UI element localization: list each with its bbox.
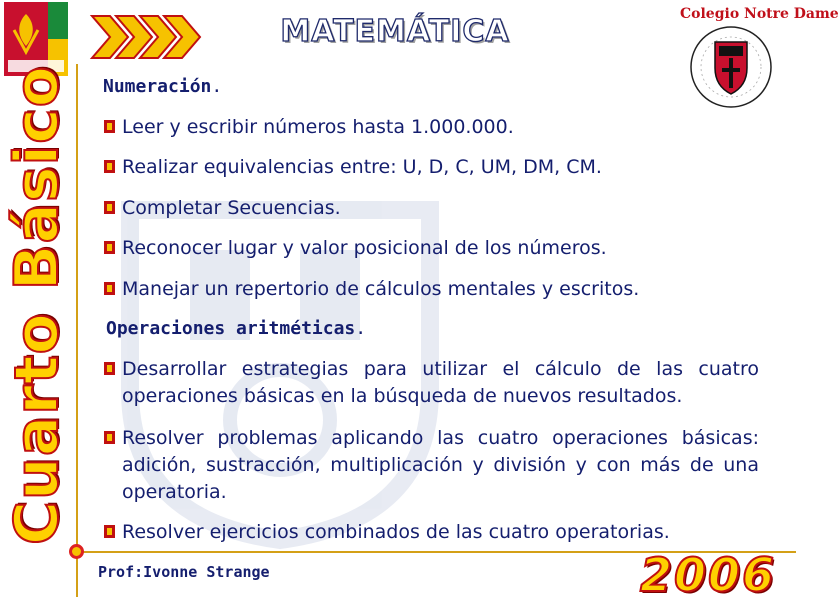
list-item-text: Completar Secuencias. [122, 197, 341, 219]
bullet-icon [104, 525, 115, 538]
bullet-icon [104, 362, 115, 375]
chevrons-arrow-icon [88, 14, 206, 60]
list-item [104, 195, 759, 222]
list-item [104, 519, 759, 546]
list-item-text: Resolver ejercicios combinados de las cuatro operatorias. [122, 521, 670, 543]
section-heading-text: Operaciones aritméticas [106, 318, 356, 339]
section-heading-text: Numeración [103, 76, 212, 97]
list-item-text: Leer y escribir números hasta 1.000.000. [122, 116, 514, 138]
vertical-grade-title: Cuarto Básico [2, 65, 72, 545]
bullet-icon [104, 282, 115, 295]
bullet-icon [104, 241, 115, 254]
list-item-text: Resolver problemas aplicando las cuatro operaciones básicas: adición, sustracción, multiplicación y división y con más de una operatoria. [122, 427, 759, 503]
teacher-name: Prof:Ivonne Strange [98, 563, 270, 581]
list-item [104, 425, 759, 506]
bullet-icon [104, 120, 115, 133]
bullet-icon [104, 160, 115, 173]
list-item [104, 235, 759, 262]
school-name: Colegio Notre Dame [680, 6, 839, 22]
list-item [104, 276, 759, 303]
list-item-text: Manejar un repertorio de cálculos mentales y escritos. [122, 278, 640, 300]
school-crest-icon [688, 24, 774, 110]
list-item [104, 114, 759, 141]
section-heading-operaciones [106, 318, 366, 339]
page-title: MATEMÁTICA [280, 14, 510, 49]
left-border-rule [76, 64, 78, 597]
section-heading-period: . [355, 318, 367, 339]
list-item [104, 154, 759, 181]
list-item-text: Desarrollar estrategias para utilizar el cálculo de las cuatro operaciones básicas en la búsqueda de nuevos resultados. [122, 358, 759, 407]
list-item-text: Realizar equivalencias entre: U, D, C, UM, DM, CM. [122, 156, 602, 178]
bullet-icon [104, 431, 115, 444]
list-item-text: Reconocer lugar y valor posicional de los números. [122, 237, 607, 259]
bullet-icon [104, 201, 115, 214]
section-heading-period: . [211, 76, 223, 97]
list-item [104, 356, 759, 410]
section-heading-numeracion [103, 76, 222, 97]
year-label: 2006 [640, 548, 777, 602]
corner-dot-icon [69, 544, 84, 559]
